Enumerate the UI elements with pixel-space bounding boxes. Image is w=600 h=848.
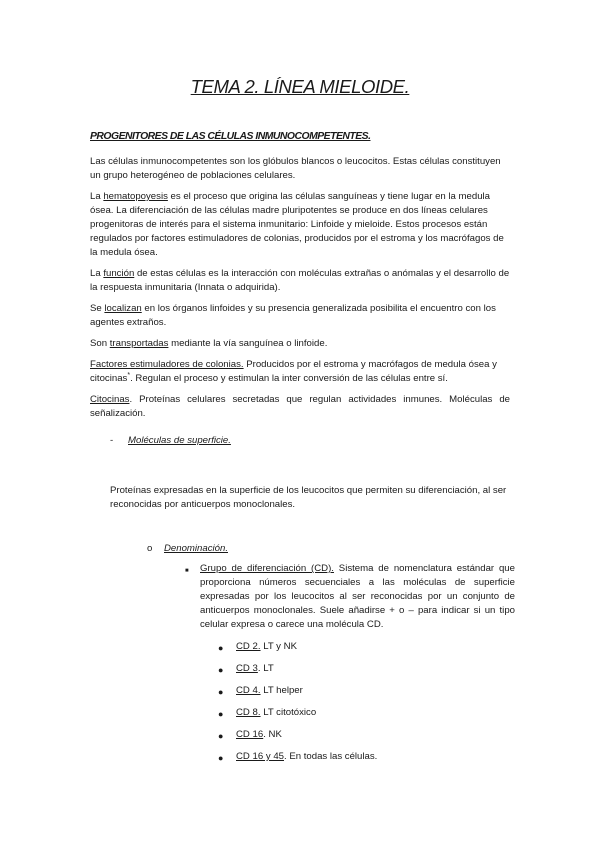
subheading-denominacion: Denominación. — [164, 543, 228, 554]
term-localizan: localizan — [104, 303, 142, 314]
paragraph-transportadas — [90, 337, 510, 351]
paragraph-grupo-diferenciacion — [200, 562, 515, 632]
cd-code: CD 2. — [236, 641, 261, 652]
term-grupo-diferenciacion: Grupo de diferenciación (CD). — [200, 563, 334, 574]
dot-bullet: ● — [218, 687, 224, 697]
dot-bullet: ● — [218, 665, 224, 675]
circle-bullet: o — [147, 543, 153, 554]
term-funcion: función — [103, 268, 135, 279]
term-hematopoyesis: hematopoyesis — [103, 191, 168, 202]
section-heading: PROGENITORES DE LAS CÉLULAS INMUNOCOMPETENTES. — [90, 131, 371, 142]
cd-code: CD 16 — [236, 729, 264, 740]
p5-pre: Son — [90, 338, 110, 349]
p5-post: mediante la vía sanguínea o linfoide. — [168, 338, 328, 349]
cd-desc: . En todas las células. — [284, 751, 378, 762]
square-bullet: ■ — [185, 568, 189, 574]
dot-bullet: ● — [218, 709, 224, 719]
paragraph-factores — [90, 358, 510, 386]
dot-bullet: ● — [218, 753, 224, 763]
paragraph-localizan — [90, 302, 510, 330]
p4-pre: Se — [90, 303, 105, 314]
cd-desc: . NK — [263, 729, 282, 740]
term-transportadas: transportadas — [109, 338, 169, 349]
cd-desc: LT helper — [260, 685, 303, 696]
page-title: TEMA 2. LÍNEA MIELOIDE. — [190, 76, 410, 97]
dot-bullet: ● — [218, 731, 224, 741]
cd-code: CD 8. — [236, 707, 261, 718]
paragraph-funcion — [90, 267, 510, 295]
p7-post: . Proteínas celulares secretadas que regulan actividades inmunes. Moléculas de señalización. — [90, 394, 510, 419]
p3-pre: La — [90, 268, 104, 279]
cd-desc: . LT — [257, 663, 274, 674]
cd-code: CD 16 y 45 — [236, 751, 284, 762]
p6-post: Producidos por el estroma y macrófagos de medula ósea y citocinas — [90, 359, 497, 384]
grupo-diferenciacion-text: Sistema de nomenclatura estándar que proporciona números secuenciales a las moléculas de superficie expresadas por los leucocitos al ser reconocidas por un conjunto de anticuerpos monoclonales. Suele añadirse + o – para indicar si un tipo celular expresa o carece una molécula CD. — [200, 563, 515, 630]
paragraph-hematopoyesis — [90, 190, 510, 260]
paragraph-leucocitos: Las células inmunocompetentes son los glóbulos blancos o leucocitos. Estas células constituyen un grupo heterogéneo de poblaciones celulares. — [90, 156, 501, 181]
footnote-marker: * — [127, 371, 131, 379]
dash-bullet: - — [110, 435, 114, 446]
cd-desc: LT citotóxico — [260, 707, 317, 718]
p4-post: en los órganos linfoides y su presencia generalizada posibilita el encuentro con los agentes extraños. — [90, 303, 496, 328]
p2-post: es el proceso que origina las células sanguíneas y tiene lugar en la medula ósea. La diferenciación de las células madre pluripotentes se produce en dos líneas celulares progenitoras de interés para el sistema inmunitario: Linfoide y mieloide. Estos procesos están regulados por factores estimuladores de colonias, producidos por el estroma y los macrófagos de la medula ósea. — [90, 191, 504, 258]
p6-tail: . Regulan el proceso y estimulan la inter conversión de las células entre sí. — [130, 373, 448, 384]
cd-code: CD 4. — [236, 685, 261, 696]
intro-paragraphs — [90, 155, 510, 428]
subheading-moleculas-superficie: Moléculas de superficie. — [128, 435, 231, 446]
paragraph-citocinas — [90, 393, 510, 421]
term-citocinas: Citocinas — [90, 394, 130, 405]
term-factores: Factores estimuladores de colonias. — [90, 359, 244, 370]
cd-code: CD 3 — [236, 663, 258, 674]
paragraph-moleculas-superficie: Proteínas expresadas en la superficie de los leucocitos que permiten su diferenciación, al ser reconocidas por anticuerpos monoclonales. — [110, 485, 507, 510]
cd-desc: LT y NK — [260, 641, 297, 652]
p3-post: de estas células es la interacción con moléculas extrañas o anómalas y el desarrollo de la respuesta inmunitaria (Innata o adquirida). — [90, 268, 510, 293]
p2-pre: La — [90, 191, 104, 202]
dot-bullet: ● — [218, 643, 224, 653]
